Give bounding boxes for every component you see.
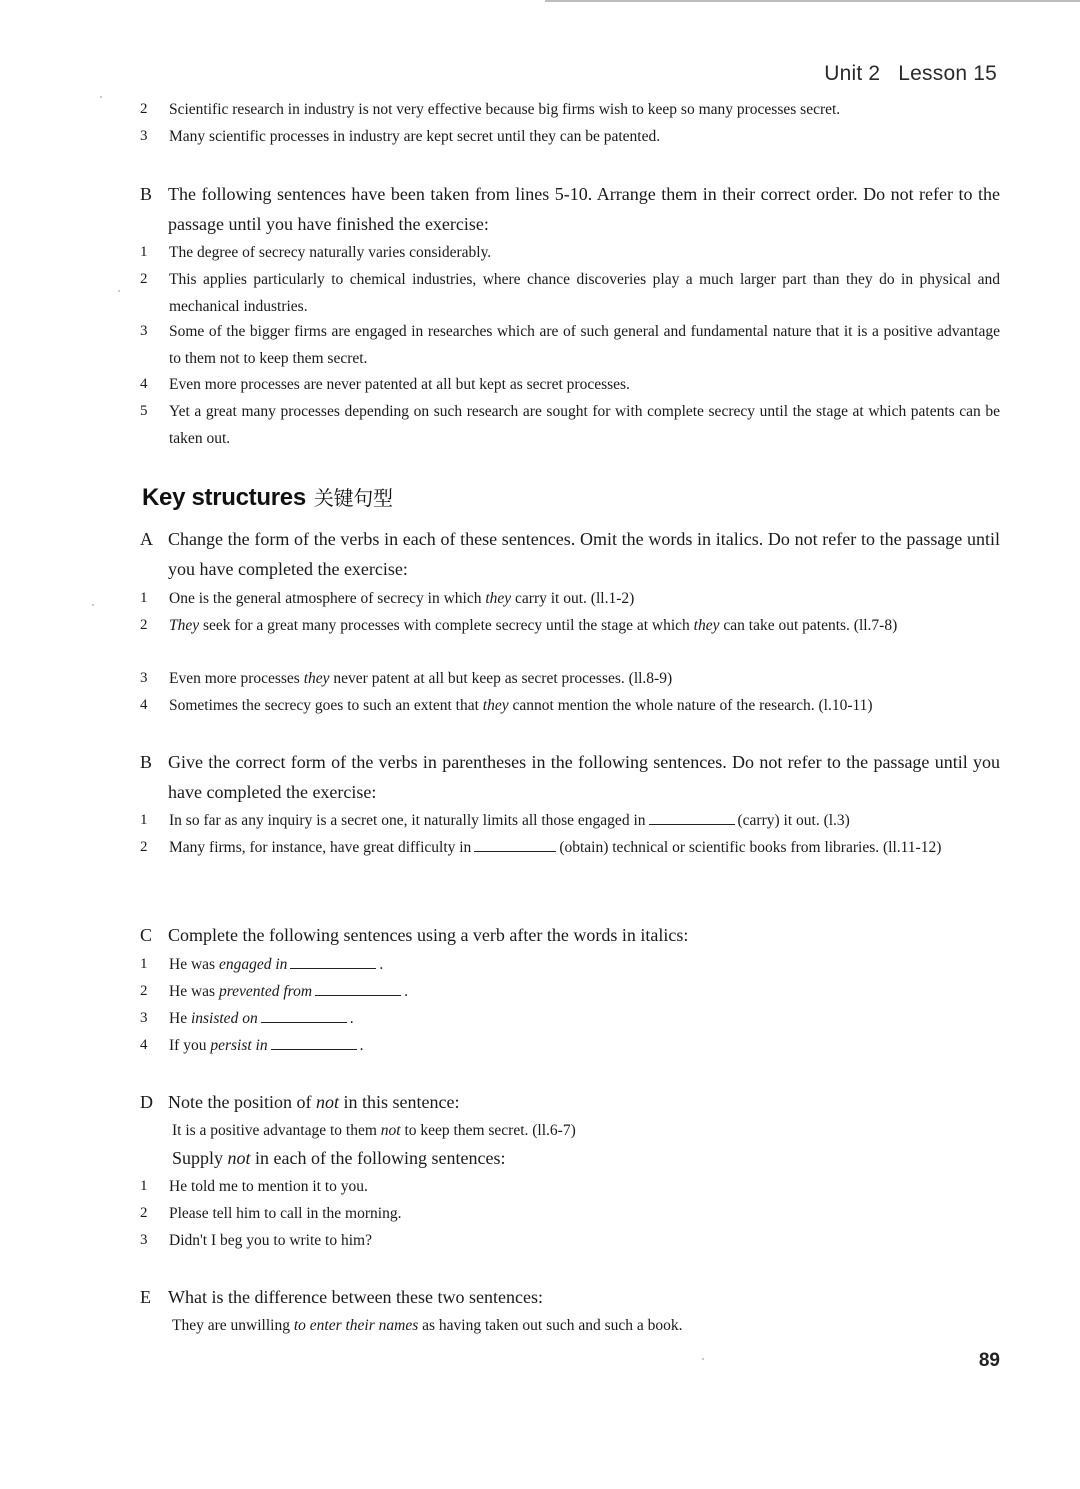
list-item: 2 Scientific research in industry is not very effective because big firms wish to keep so many processes secret. — [140, 101, 841, 118]
list-item: 3 Even more processes they never patent at all but keep as secret processes. (ll.8-9) — [140, 670, 673, 687]
section-title-cn: 关键句型 — [313, 486, 393, 510]
section-title: Key structures — [142, 484, 306, 511]
list-item: 2 This applies particularly to chemical industries, where chance discoveries play a much larger part than they do in physical and mechanical industries. — [140, 271, 1000, 315]
list-item: 4 Even more processes are never patented at all but kept as secret processes. — [140, 376, 630, 393]
list-item: 2 Please tell him to call in the morning. — [140, 1205, 402, 1222]
list-item: 4 If you persist in . — [140, 1037, 364, 1054]
unit-label: Unit 2 — [824, 62, 881, 85]
list-item: 3 He insisted on . — [140, 1010, 354, 1027]
answer-blank — [649, 810, 735, 825]
list-item: 2 He was prevented from . — [140, 983, 408, 1000]
exercise-b-instruction: B The following sentences have been taken from lines 5-10. Arrange them in their correct order. Do not refer to the passage until you have finished the exercise: — [140, 184, 1000, 234]
list-item: 1 In so far as any inquiry is a secret one, it naturally limits all those engaged in (carry) it out. (l.3) — [140, 812, 850, 829]
list-item: 2 Many firms, for instance, have great difficulty in (obtain) technical or scientific books from libraries. (ll.11-12) — [140, 839, 942, 856]
list-item: 1 One is the general atmosphere of secrecy in which they carry it out. (ll.1-2) — [140, 590, 635, 607]
exercise-b2-instruction: B Give the correct form of the verbs in parentheses in the following sentences. Do not refer to the passage until you have completed the exercise: — [140, 752, 1000, 802]
exercise-d-instruction: D Note the position of not in this sentence: — [140, 1092, 460, 1112]
supply-instruction: Supply not in each of the following sentences: — [172, 1148, 506, 1168]
answer-blank — [261, 1008, 347, 1023]
list-item: 1 The degree of secrecy naturally varies considerably. — [140, 244, 492, 261]
list-item: 1 He was engaged in . — [140, 956, 384, 973]
section-heading — [142, 482, 393, 512]
example-sentence: They are unwilling to enter their names as having taken out such and such a book. — [172, 1317, 683, 1334]
list-item: 3 Didn't I beg you to write to him? — [140, 1232, 372, 1249]
list-item: 4 Sometimes the secrecy goes to such an extent that they cannot mention the whole nature of the research. (l.10-11) — [140, 697, 873, 714]
page-number: 89 — [978, 1350, 1000, 1371]
answer-blank — [474, 837, 556, 852]
exercise-c-instruction: C Complete the following sentences using a verb after the words in italics: — [140, 925, 689, 945]
lesson-label: Lesson 15 — [898, 62, 997, 85]
list-item: 2 They seek for a great many processes with complete secrecy until the stage at which they can take out patents. (ll.7-8) — [140, 617, 898, 634]
answer-blank — [315, 981, 401, 996]
answer-blank — [271, 1035, 357, 1050]
answer-blank — [290, 954, 376, 969]
list-item: 3 Some of the bigger firms are engaged in researches which are of such general and fundamental nature that it is a positive advantage to them not to keep them secret. — [140, 323, 1000, 367]
exercise-a-instruction: A Change the form of the verbs in each of these sentences. Omit the words in italics. Do not refer to the passage until you have completed the exercise: — [140, 529, 1000, 579]
list-item: 5 Yet a great many processes depending on such research are sought for with complete secrecy until the stage at which patents can be taken out. — [140, 403, 1000, 447]
list-item: 1 He told me to mention it to you. — [140, 1178, 368, 1195]
list-item: 3 Many scientific processes in industry are kept secret until they can be patented. — [140, 128, 661, 145]
example-sentence: It is a positive advantage to them not to keep them secret. (ll.6-7) — [172, 1122, 576, 1139]
exercise-e-instruction: E What is the difference between these two sentences: — [140, 1287, 544, 1307]
